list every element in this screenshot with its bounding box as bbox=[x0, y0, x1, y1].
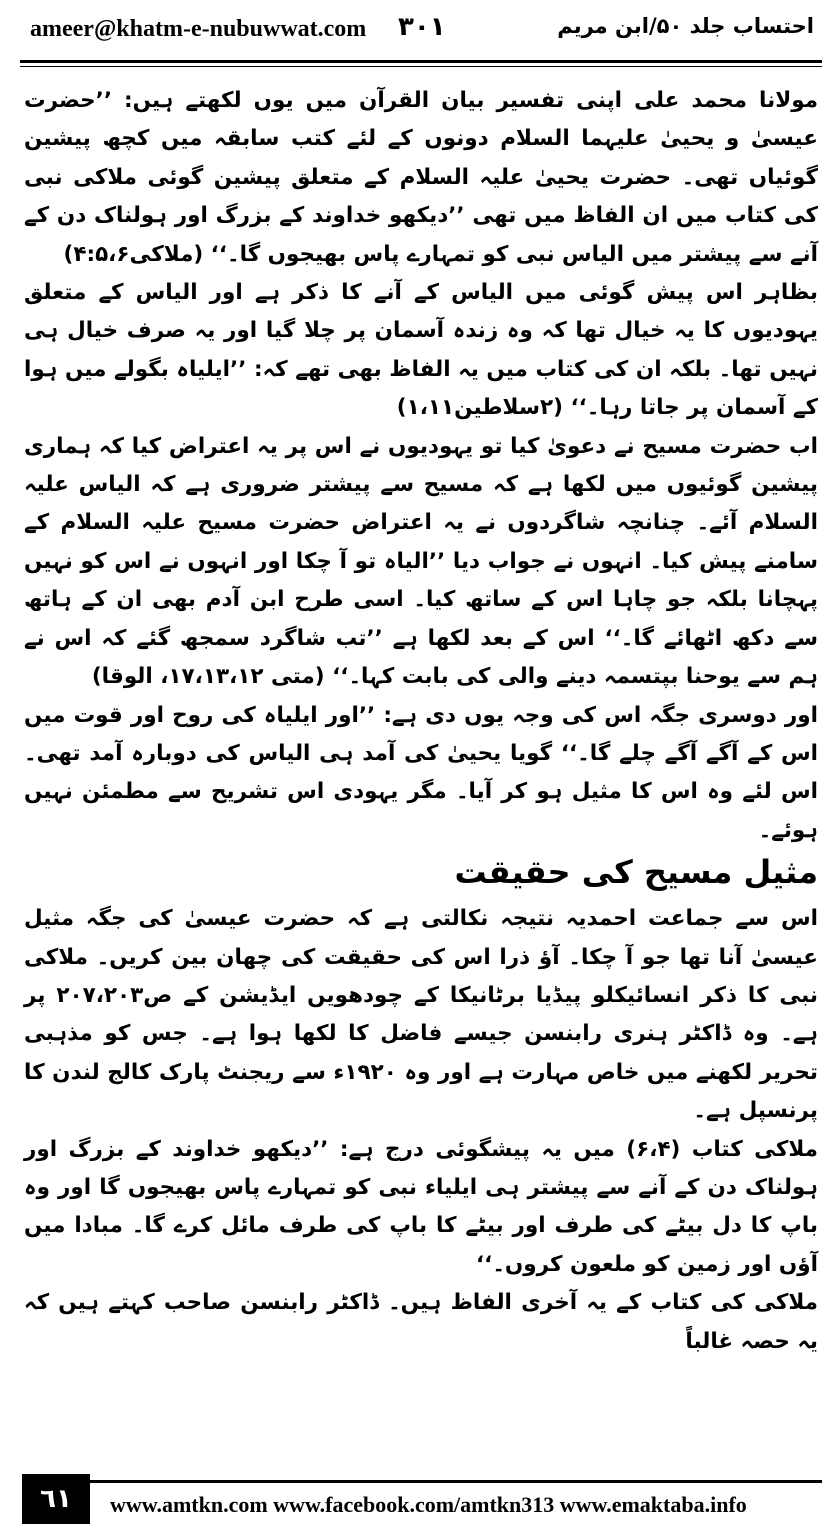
paragraph-2: بظاہر اس پیش گوئی میں الیاس کے آنے کا ذکر ہے اور الیاس کے متعلق یہودیوں کا یہ خیال تھا کہ وہ زندہ آسمان پر چلا گیا اور یہ صرف خیال ہی نہیں تھا۔ بلکہ ان کی کتاب میں یہ الفاظ بھی تھے کہ: ’’ایلیاہ بگولے میں ہوا کے آسمان پر جاتا رہا۔‘‘ (۲سلاطین۱،۱۱) bbox=[24, 280, 818, 421]
section-heading: مثیل مسیح کی حقیقت bbox=[454, 853, 818, 892]
footer-page-number: ٦١ bbox=[22, 1474, 90, 1524]
page-header bbox=[0, 0, 840, 70]
paragraph-5: اس سے جماعت احمدیہ نتیجہ نکالتی ہے کہ حضرت عیسیٰ کی جگہ مثیل عیسیٰ آنا تھا جو آ چکا۔ آؤ ذرا اس کی حقیقت کی چھان بین کریں۔ ملاکی نبی کا ذکر انسائیکلو پیڈیا برٹانیکا کے چودھویں ایڈیشن کے ص۲۰۷،۲۰۳ پر ہے۔ وہ ڈاکٹر ہنری رابنسن جیسے فاضل کا لکھا ہوا ہے۔ جس کو مذہبی تحریر لکھنے میں خاص مہارت ہے اور وہ ۱۹۲۰ء سے ریجنٹ پارک کالج لندن کا پرنسپل ہے۔ bbox=[24, 906, 818, 1124]
running-title: احتساب جلد ۵۰/ابن مریم bbox=[557, 14, 814, 38]
paragraph-7: ملاکی کی کتاب کے یہ آخری الفاظ ہیں۔ ڈاکٹر رابنسن صاحب کہتے ہیں کہ یہ حصہ غالباً bbox=[24, 1290, 818, 1354]
footer-links[interactable]: www.amtkn.com www.facebook.com/amtkn313 www.emaktaba.info bbox=[110, 1492, 747, 1517]
header-page-number: ۳۰۱ bbox=[398, 12, 446, 42]
paragraph-6: ملاکی کتاب (۶،۴) میں یہ پیشگوئی درج ہے: ’’دیکھو خداوند کے بزرگ اور ہولناک دن کے آنے سے پیشتر ہی ایلیاء نبی کو تمہارے پاس بھیجوں گا اور وہ باپ کا دل بیٹے کی طرف اور بیٹے کا باپ کی طرف مائل کرے گا۔ مبادا میں آؤں اور زمین کو ملعون کروں۔‘‘ bbox=[24, 1136, 818, 1277]
header-email[interactable]: ameer@khatm-e-nubuwwat.com bbox=[30, 16, 367, 42]
header-rule-thin bbox=[20, 66, 822, 67]
footer-rule bbox=[90, 1480, 822, 1483]
header-rule bbox=[20, 60, 822, 63]
page-body bbox=[24, 82, 818, 1460]
paragraph-4: اور دوسری جگہ اس کی وجہ یوں دی ہے: ’’اور ایلیاہ کی روح اور قوت میں اس کے آگے آگے چلے گا۔‘‘ گویا یحییٰ کی آمد ہی الیاس کی دوبارہ آمد تھی۔ اس لئے وہ اس کا مثیل ہو کر آیا۔ مگر یہودی اس تشریح سے مطمئن نہیں ہوئے۔ bbox=[24, 702, 818, 843]
page-footer bbox=[0, 1474, 840, 1540]
paragraph-1: مولانا محمد علی اپنی تفسیر بیان القرآن میں یوں لکھتے ہیں: ’’حضرت عیسیٰ و یحییٰ علیہما السلام دونوں کے لئے کتب سابقہ میں کچھ پیشین گوئیاں تھی۔ حضرت یحییٰ علیہ السلام کے متعلق پیشین گوئی ملاکی نبی کی کتاب میں ان الفاظ میں تھی ’’دیکھو خداوند کے بزرگ اور ہولناک دن کے آنے سے پیشتر میں الیاس نبی کو تمہارے پاس بھیجوں گا۔‘‘ (ملاکی۴:۵،۶) bbox=[24, 88, 818, 267]
paragraph-3: اب حضرت مسیح نے دعویٰ کیا تو یہودیوں نے اس پر یہ اعتراض کیا کہ ہماری پیشین گوئیوں میں لکھا ہے کہ مسیح سے پیشتر ضروری ہے کہ الیاس علیہ السلام آئے۔ چنانچہ شاگردوں نے یہ اعتراض حضرت مسیح علیہ السلام کے سامنے پیش کیا۔ انہوں نے جواب دیا ’’الیاہ تو آ چکا اور انہوں نے اس کو نہیں پہچانا بلکہ جو چاہا اس کے ساتھ کیا۔ اسی طرح ابن آدم بھی ان کے ہاتھ سے دکھ اٹھائے گا۔‘‘ اس کے بعد لکھا ہے ’’تب شاگرد سمجھ گئے کہ اس نے ہم سے یوحنا بپتسمہ دینے والی کی بابت کہا۔‘‘ (متی ۱۷،۱۳،۱۲، الوقا) bbox=[24, 433, 818, 690]
